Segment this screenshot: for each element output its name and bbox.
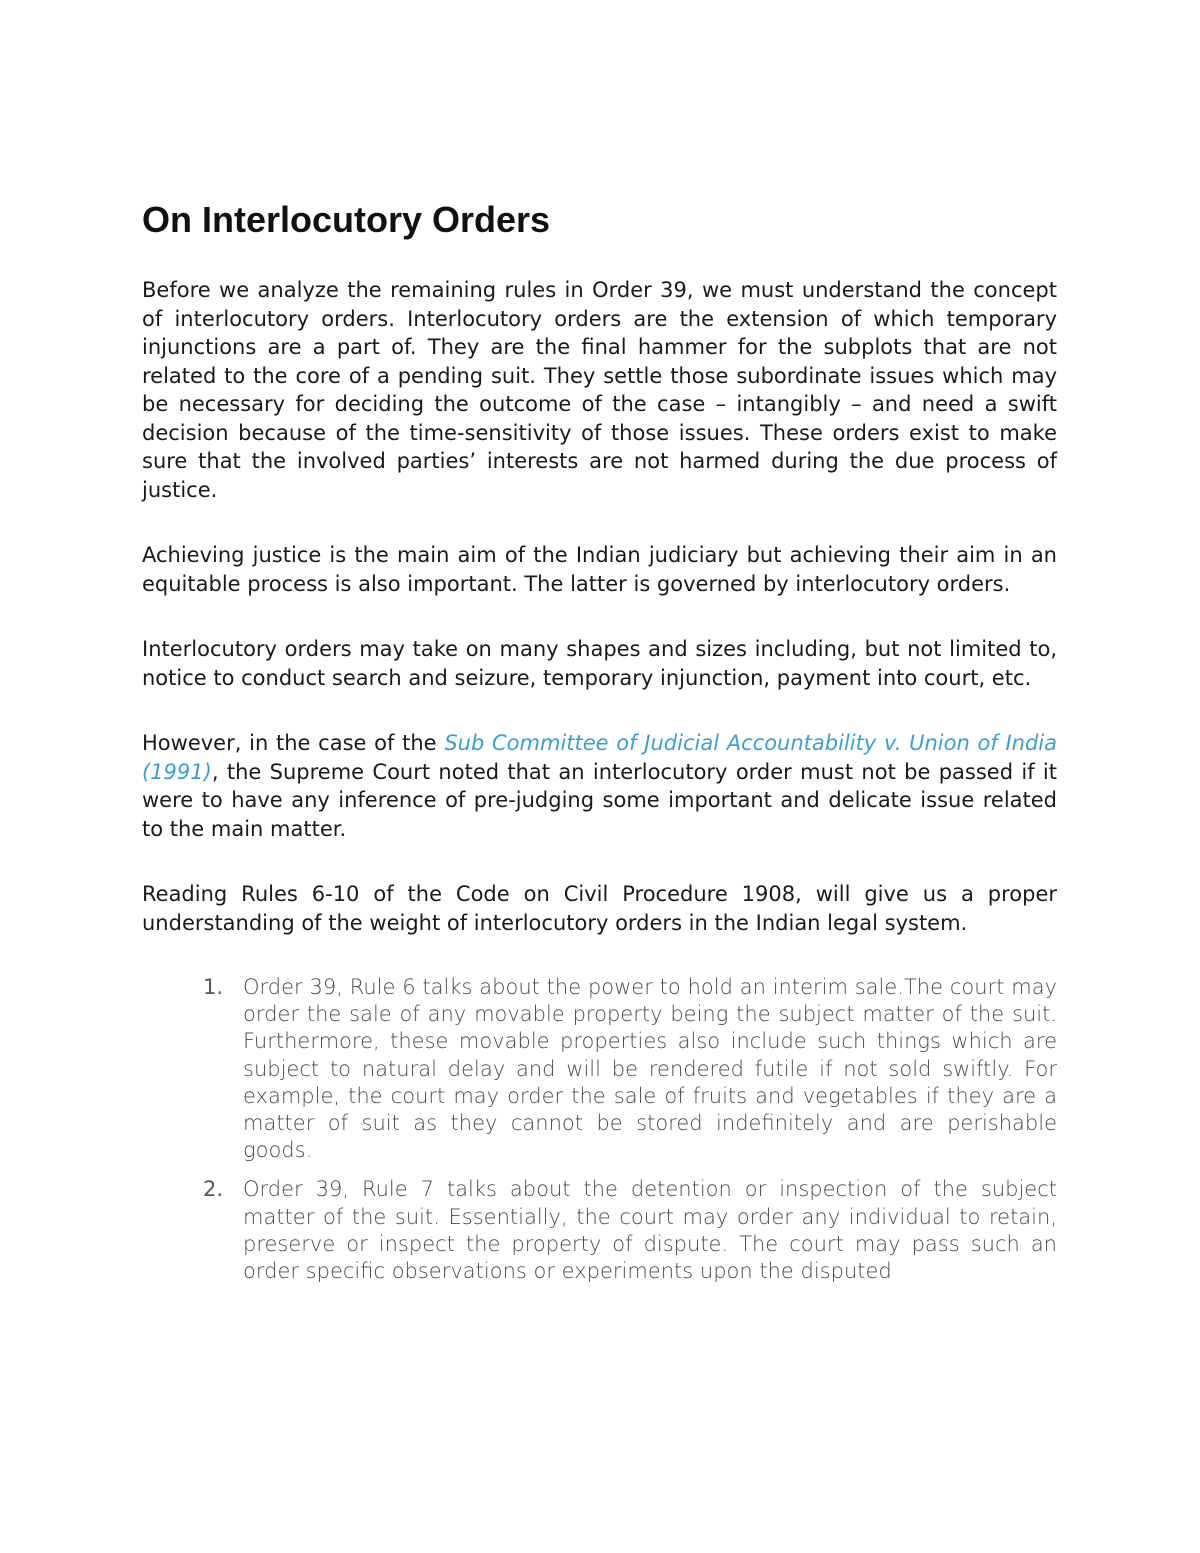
list-item-number: 2. (203, 1177, 224, 1202)
shapes-paragraph: Interlocutory orders may take on many shapes and sizes including, but not limited to, notice to conduct search and seizure, temporary injunction, payment into court, etc. (142, 637, 1057, 690)
document-page (142, 200, 1057, 1297)
justice-paragraph: Achieving justice is the main aim of the Indian judiciary but achieving their aim in an equitable process is also important. The latter is governed by interlocutory orders. (142, 543, 1057, 596)
list-item (142, 1176, 1057, 1285)
page-title: On Interlocutory Orders (142, 199, 551, 240)
case-text-after: , the Supreme Court noted that an interlocutory order must not be passed if it were to have any inference of pre-judging some important and delicate issue related to the main matter. (142, 759, 1057, 841)
intro-paragraph: Before we analyze the remaining rules in Order 39, we must understand the concept of interlocutory orders. Interlocutory orders are the extension of which temporary injunctions are a part of. They are the final hammer for the subplots that are not related to the core of a pending suit. They settle those subordinate issues which may be necessary for deciding the outcome of the case – intangibly – and need a swift decision because of the time-sensitivity of those issues. These orders exist to make sure that the involved parties’ interests are not harmed during the due process of justice. (142, 278, 1057, 502)
reading-paragraph: Reading Rules 6-10 of the Code on Civil Procedure 1908, will give us a proper understanding of the weight of interlocutory orders in the Indian legal system. (142, 882, 1057, 935)
rules-list (142, 974, 1057, 1285)
case-paragraph (142, 729, 1057, 843)
list-item-text: Order 39, Rule 6 talks about the power to hold an interim sale.The court may order the sale of any movable property being the subject matter of the suit. Furthermore, these movable properties also include such things which are subject to natural delay and will be rendered futile if not sold swiftly. For example, the court may order the sale of fruits and vegetables if they are a matter of suit as they cannot be stored indefinitely and are perishable goods. (243, 975, 1057, 1163)
list-item-number: 1. (203, 975, 224, 999)
list-item-text: Order 39, Rule 7 talks about the detention or inspection of the subject matter of the suit. Essentially, the court may order any individual to retain, preserve or inspect the property of dispute. The court may pass such an order specific observations or experiments upon the disputed (243, 1177, 1057, 1284)
case-citation-link[interactable]: Sub Committee of Judicial Accountability v. Union of India (1991) (142, 731, 1058, 784)
case-text-before: However, in the case of the (142, 731, 445, 755)
list-item (142, 974, 1057, 1164)
